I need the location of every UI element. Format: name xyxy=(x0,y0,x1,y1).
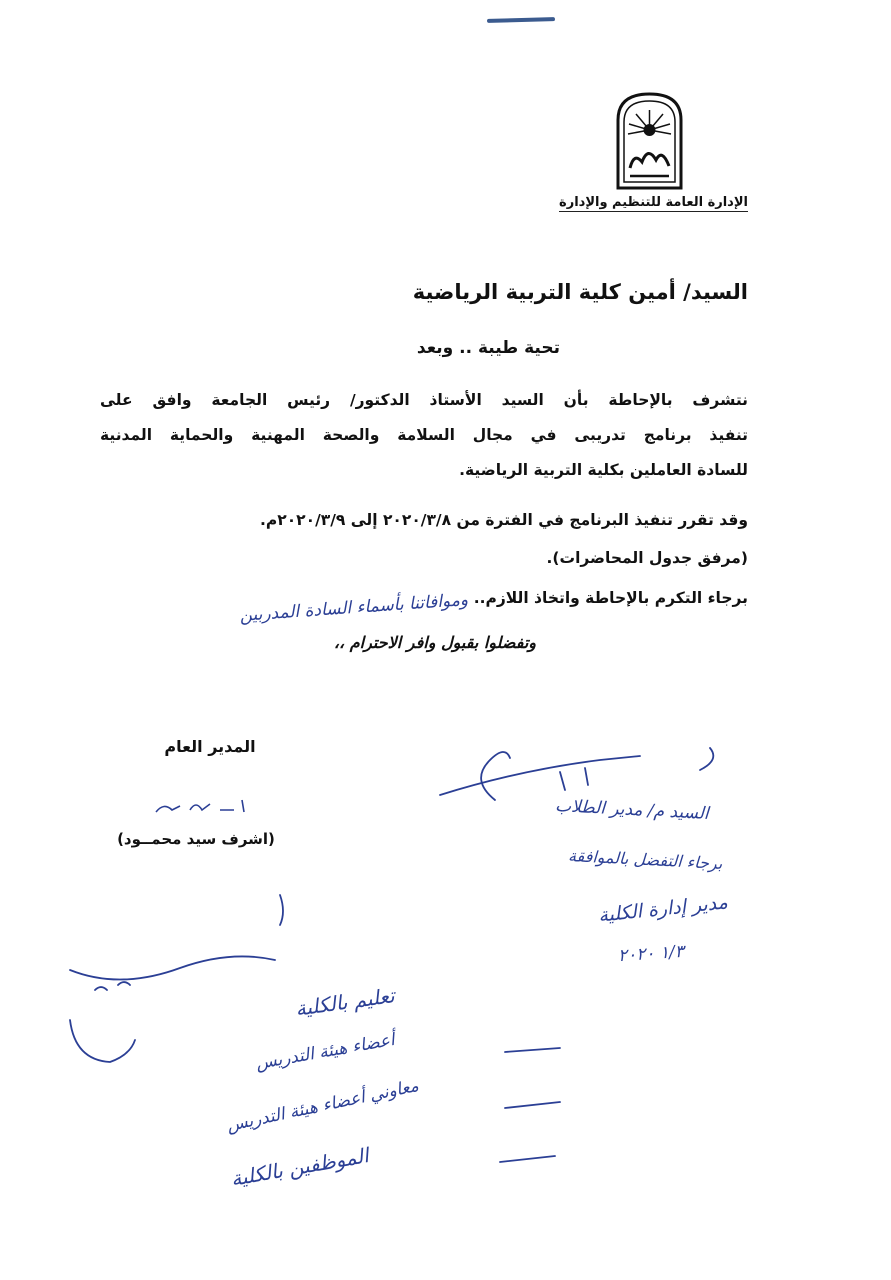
university-logo xyxy=(612,90,687,190)
signatory-name: (اشرف سيد محمــود) xyxy=(117,830,275,848)
paragraph-dates: وقد تقرر تنفيذ البرنامج في الفترة من ٢٠٢٠/٣/٨ إلى ٢٠٢٠/٣/٩م. xyxy=(260,511,748,529)
handwritten-addressee: السيد م/ مدير الطلاب xyxy=(554,795,710,825)
paragraph-attachment: (مرفق جدول المحاضرات). xyxy=(546,549,748,567)
handwritten-list-item: معاوني أعضاء هيئة التدريس xyxy=(225,1075,421,1137)
pen-mark xyxy=(487,17,555,23)
paragraph-line: نتشرف بالإحاطة بأن السيد الأستاذ الدكتور/ رئيس الجامعة وافق على xyxy=(100,391,748,409)
director-signature xyxy=(150,792,260,820)
signature-title: المدير العام xyxy=(164,737,256,756)
handwritten-note-trainers: وموافاتنا بأسماء السادة المدربين xyxy=(238,590,469,626)
handwritten-list-item: الموظفين بالكلية xyxy=(228,1143,371,1191)
handwritten-request: برجاء التفضل بالموافقة xyxy=(567,845,723,874)
closing-line: وتفضلوا بقبول وافر الاحترام ،، xyxy=(333,633,536,652)
paragraph-line: للسادة العاملين بكلية التربية الرياضية. xyxy=(459,461,748,479)
handwritten-sender: مدير إدارة الكلية xyxy=(597,891,729,927)
paragraph-line: تنفيذ برنامج تدريبى في مجال السلامة والصحة المهنية والحماية المدنية xyxy=(100,426,748,444)
department-name: الإدارة العامة للتنظيم والإدارة xyxy=(559,195,748,210)
handwritten-list-item: أعضاء هيئة التدريس xyxy=(254,1029,397,1075)
addressee: السيد/ أمين كلية التربية الرياضية xyxy=(412,280,748,304)
paragraph-request: برجاء التكرم بالإحاطة واتخاذ اللازم.. xyxy=(473,589,748,607)
paragraph-approval xyxy=(100,390,748,495)
handwritten-date: ١/٣ ٢٠٢٠ xyxy=(617,941,685,967)
handwritten-list-title: تعليم بالكلية xyxy=(293,983,396,1021)
greeting: تحية طيبة .. وبعد xyxy=(416,338,560,358)
